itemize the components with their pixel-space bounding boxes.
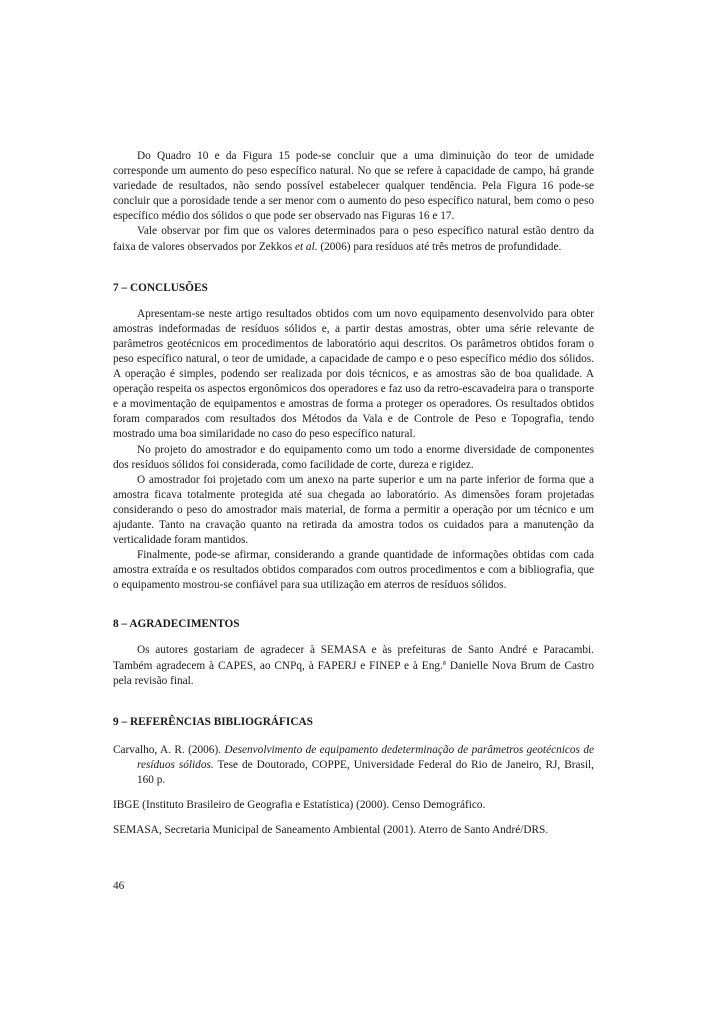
intro-p2-text-end: (2006) para resíduos até três metros de profundidade.	[317, 240, 562, 253]
section-title-referencias: 9 – REFERÊNCIAS BIBLIOGRÁFICAS	[113, 715, 313, 728]
ref1-details: Tese de Doutorado, COPPE, Universidade Federal do Rio de Janeiro, RJ, Brasil, 160 p.	[137, 758, 595, 786]
page-number: 46	[113, 880, 125, 892]
reference-ibge: IBGE (Instituto Brasileiro de Geografia e Estatística) (2000). Censo Demográfico.	[113, 799, 486, 811]
intro-p2-text-start: Vale observar por fim que os valores determinados para o peso específico natural estão dentro da faixa de valores observados por Zekkos	[113, 225, 594, 253]
conclusoes-paragraph-1: Apresentam-se neste artigo resultados obtidos com um novo equipamento desenvolvido para obter amostras indeformadas de resíduos sólidos e, a partir destas amostras, obter uma série relevante de parâmetros geotécnicos em procedimentos de laboratório aqui descritos. Os parâmetros obtidos foram o peso específico natural, o teor de umidade, a capacidade de campo e o peso específico médio dos sólidos. A operação é simples, podendo ser realizada por dois técnicos, e as amostras são de boa qualidade. A operação respeita os aspectos ergonômicos dos operadores e faz uso da retro-escavadeira para o transporte e a movimentação de equipamentos e amostras de forma a proteger os operadores. Os resultados obtidos foram comparados com resultados dos Métodos da Vala e de Controle de Peso e Topografia, tendo mostrado uma boa similaridade no caso do peso específico natural.	[113, 307, 594, 441]
conclusoes-paragraph-3: O amostrador foi projetado com um anexo na parte superior e um na parte inferior de forma que a amostra ficava totalmente protegida até sua chegada ao laboratório. As dimensões foram projetadas considerando o peso do amostrador mais material, de forma a permitir a operação por um técnico e um ajudante. Tanto na cravação quanto na retirada da amostra todos os cuidados para a manutenção da verticalidade foram mantidos.	[113, 473, 594, 547]
ref1-title: Desenvolvimento de equipamento dedeterminação de parâmetros geotécnicos de resíduos sólidos.	[137, 743, 594, 771]
section-title-conclusoes: 7 – CONCLUSÕES	[113, 281, 208, 294]
conclusoes-paragraph-4: Finalmente, pode-se afirmar, considerando a grande quantidade de informações obtidas com cada amostra extraída e os resultados obtidos comparados com outros procedimentos e com a bibliografia, que o equipamento mostrou-se confiável para sua utilização em aterros de resíduos sólidos.	[113, 549, 594, 592]
conclusoes-paragraph-2: No projeto do amostrador e do equipamento como um todo a enorme diversidade de componentes dos resíduos sólidos foi considerada, como facilidade de corte, dureza e rigidez.	[113, 443, 594, 471]
intro-p2-et-al: et al.	[294, 240, 318, 253]
ref1-author: Carvalho, A. R. (2006).	[113, 743, 225, 756]
agradecimentos-paragraph: Os autores gostariam de agradecer à SEMASA e às prefeituras de Santo André e Paracambi. Também agradecem à CAPES, ao CNPq, à FAPERJ e FINEP e à Eng.ª Danielle Nova Brum de Castro pela revisão final.	[113, 644, 594, 687]
reference-carvalho	[113, 743, 594, 788]
document-body	[113, 149, 594, 848]
intro-paragraph-1: Do Quadro 10 e da Figura 15 pode-se concluir que a uma diminuição do teor de umidade corresponde um aumento do peso específico natural. No que se refere à capacidade de campo, há grande variedade de resultados, não sendo possível estabelecer qualquer tendência. Pela Figura 16 pode-se concluir que a porosidade tende a ser menor com o aumento do peso específico natural, bem como o peso específico médio dos sólidos o que pode ser observado nas Figuras 16 e 17.	[113, 150, 594, 223]
intro-paragraph-2	[113, 224, 594, 254]
reference-semasa: SEMASA, Secretaria Municipal de Saneamento Ambiental (2001). Aterro de Santo André/DRS.	[113, 824, 549, 837]
section-title-agradecimentos: 8 – AGRADECIMENTOS	[113, 618, 240, 631]
